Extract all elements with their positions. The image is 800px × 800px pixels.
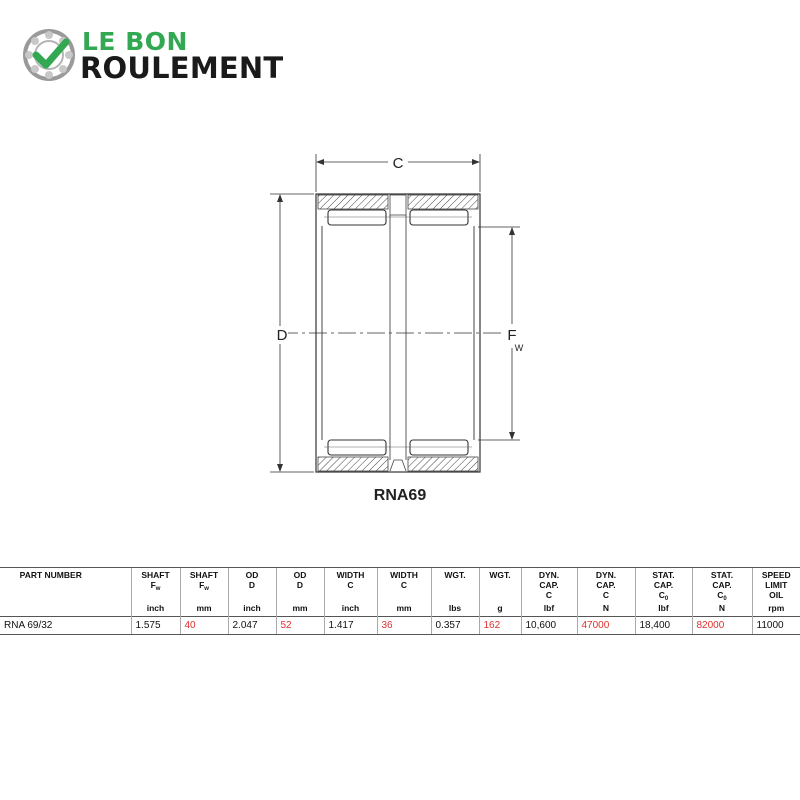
cell-od-mm: 52 [276,617,324,635]
header-symbol: C [602,590,610,600]
header-symbol-letter: F [199,580,205,590]
header-width-mm [377,568,431,617]
header-symbol-sub: 0 [723,596,727,602]
header-shaft-inch [131,568,180,617]
header-label: DYN. [538,570,560,580]
header-symbol: D [296,580,304,590]
header-speed-rpm [752,568,800,617]
drawing-caption: RNA69 [373,487,427,504]
header-unit: inch [341,603,360,613]
cell-part-number: RNA 69/32 [0,617,131,635]
header-label: STAT. [710,570,734,580]
cell-wgt-g: 162 [479,617,521,635]
header-label: SPEED [761,570,791,580]
bearing-drawing [240,140,560,500]
width-label: C [392,155,404,172]
header-od-mm [276,568,324,617]
header-part-number [0,568,131,617]
table-row [0,617,800,635]
header-unit: g [497,603,503,613]
cell-width-mm: 36 [377,617,431,635]
brand-name-bottom: ROULEMENT [80,51,284,85]
header-symbol-sub: w [155,586,161,592]
header-unit: lbf [658,603,669,613]
header-symbol-sub: w [204,586,209,592]
header-symbol-sub: 0 [664,596,669,602]
header-unit: mm [396,603,412,613]
header-unit: mm [292,603,308,613]
header-label: WIDTH [336,570,365,580]
header-unit: inch [146,603,165,613]
cell-shaft-mm: 40 [180,617,228,635]
header-label-2: CAP. [596,580,616,590]
header-shaft-mm [180,568,228,617]
header-symbol [133,580,179,594]
header-symbol [637,590,691,604]
header-unit: lbs [448,603,462,613]
header-label-2: CAP. [712,580,732,590]
header-unit: lbf [543,603,555,613]
header-dyn-lbf [521,568,577,617]
bearing-check-icon [22,28,76,82]
header-od-inch [228,568,276,617]
cell-width-inch: 1.417 [324,617,377,635]
header-width-inch [324,568,377,617]
header-symbol-letter: F [150,580,156,590]
cell-shaft-inch: 1.575 [131,617,180,635]
cell-dyn-lbf: 10,600 [521,617,577,635]
header-part-number-label: PART NUMBER [19,570,82,580]
header-symbol-letter: C [717,590,724,600]
shaft-label-subscript: W [514,343,524,353]
header-symbol [694,590,751,604]
header-symbol: C [545,590,553,600]
cell-stat-n: 82000 [692,617,752,635]
header-symbol [182,580,227,594]
header-label: DYN. [595,570,617,580]
header-symbol: C [400,580,408,590]
header-unit: rpm [768,603,785,613]
header-unit: mm [196,603,212,613]
header-label: WGT. [489,570,511,580]
header-dyn-n [577,568,635,617]
header-label-2: CAP. [539,580,559,590]
cell-dyn-n: 47000 [577,617,635,635]
cell-wgt-lbs: 0.357 [431,617,479,635]
header-label: WIDTH [390,570,418,580]
cell-stat-lbf: 18,400 [635,617,692,635]
spec-table [0,567,800,635]
table-header-row [0,568,800,617]
header-label: SHAFT [189,570,219,580]
header-label-2: LIMIT [765,580,788,590]
header-label: STAT. [652,570,675,580]
header-symbol: D [248,580,256,590]
brand-name-top: LE BON [82,27,188,56]
header-unit: N [718,603,726,613]
header-label-3: OIL [769,590,784,600]
header-unit: inch [243,603,261,613]
brand-logo [22,26,302,86]
shaft-label: F [507,327,517,344]
cell-speed-rpm: 11000 [752,617,800,635]
header-unit: N [602,603,610,613]
header-symbol-letter: C [658,590,665,600]
header-stat-lbf [635,568,692,617]
header-label: SHAFT [141,570,170,580]
header-wgt-lbs [431,568,479,617]
header-label: WGT. [444,570,466,580]
header-stat-n [692,568,752,617]
cell-od-inch: 2.047 [228,617,276,635]
header-label: OD [293,570,307,580]
header-wgt-g [479,568,521,617]
header-label-2: CAP. [653,580,674,590]
outer-diameter-label: D [276,327,288,344]
header-label: OD [245,570,259,580]
header-symbol: C [347,580,354,590]
